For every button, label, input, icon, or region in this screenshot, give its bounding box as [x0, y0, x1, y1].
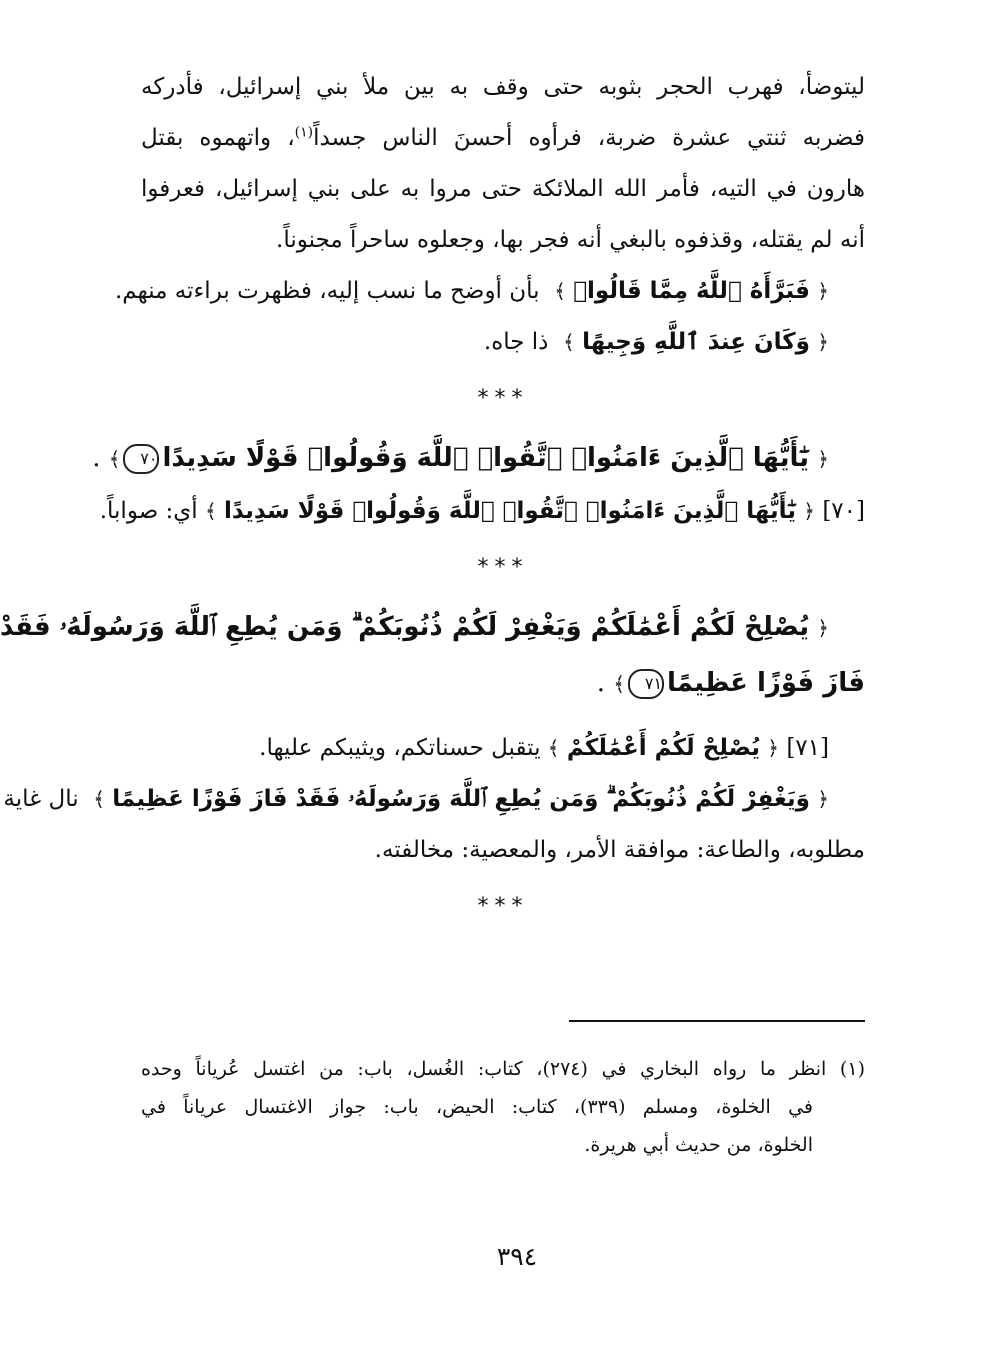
commentary-line [141, 317, 865, 368]
page-number: ٣٩٤ [496, 1242, 538, 1271]
footnote-reference[interactable]: (١) [294, 124, 314, 141]
commentary-line [3, 774, 865, 825]
quran-quote: وَيَغْفِرْ لَكُمْ ذُنُوبَكُمْ ۗ وَمَن يُطِعِ ٱللَّهَ وَرَسُولَهُۥ فَقَدْ فَازَ فَوْزًا عَظِيمًا [112, 786, 810, 812]
verse-number: [٧٠] [822, 498, 865, 524]
commentary-line [99, 486, 865, 537]
close-ornament-icon: ﴾ [93, 787, 105, 811]
text-line: ليتوضأ، فهرب الحجر بثوبه حتى وقف به بين ملأ بني إسرائيل، فأدركه [141, 74, 865, 100]
ayah-number-icon: ٧١ [628, 669, 664, 699]
close-ornament-icon: ﴾ [108, 447, 121, 471]
quran-quote: يَٰٓأَيُّهَا ٱلَّذِينَ ءَامَنُوا۟ ٱتَّقُوا۟ ٱللَّهَ وَقُولُوا۟ قَوْلًا سَدِيدًا [224, 498, 796, 524]
commentary-text: يتقبل حسناتكم، ويثيبكم عليها. [259, 735, 541, 761]
commentary-text: نال غاية [3, 786, 79, 812]
footnote-line: الخلوة، من حديث أبي هريرة. [584, 1134, 813, 1156]
quran-quote: فَبَرَّأَهُ ٱللَّهُ مِمَّا قَالُوا۟ [573, 278, 810, 304]
open-ornament-icon: ﴿ [817, 787, 829, 811]
text-segment: ، واتهموه بقتل [141, 125, 295, 151]
text-line: أنه لم يقتله، وقذفوه بالبغي أنه فجر بها، وجعلوه ساحراً مجنوناً. [276, 227, 865, 253]
commentary-text: أي: صواباً. [99, 498, 198, 524]
quran-quote: يُصْلِحْ لَكُمْ أَعْمَٰلَكُمْ [566, 735, 760, 761]
commentary-line [141, 723, 865, 774]
footnotes [141, 1050, 865, 1164]
open-ornament-icon: ﴿ [803, 499, 815, 523]
open-ornament-icon: ﴿ [817, 279, 829, 303]
section-separator: *** [477, 894, 529, 919]
open-ornament-icon: ﴿ [817, 330, 829, 354]
section-separator: *** [477, 386, 529, 411]
text-line: مطلوبه، والطاعة: موافقة الأمر، والمعصية: مخالفته. [374, 837, 865, 863]
close-ornament-icon: ﴾ [554, 279, 566, 303]
page-body [0, 62, 866, 938]
close-ornament-icon: ﴾ [613, 672, 626, 696]
commentary-text: بأن أوضح ما نسب إليه، فظهرت براءته منهم. [114, 278, 540, 304]
quran-verse: فَازَ فَوْزًا عَظِيمًا [667, 668, 865, 698]
verse-line: فَازَ فَوْزًا عَظِيمًا٧١﴾ . [596, 668, 865, 698]
footnote-line: في الخلوة، ومسلم (٣٣٩)، كتاب: الحيض، باب: جواز الاغتسال عرياناً في [141, 1096, 813, 1118]
verse-line: ﴿ يَٰٓأَيُّهَا ٱلَّذِينَ ءَامَنُوا۟ ٱتَّقُوا۟ ٱللَّهَ وَقُولُوا۟ قَوْلًا سَدِيدًا٧٠﴾ . [92, 443, 829, 473]
close-ornament-icon: ﴾ [547, 736, 560, 760]
open-ornament-icon: ﴿ [767, 736, 779, 760]
commentary-text: ذا جاه. [483, 329, 549, 355]
section-separator: *** [477, 555, 529, 580]
text-line [141, 113, 865, 164]
footnote-divider [569, 1020, 865, 1022]
commentary-line [114, 266, 865, 317]
quran-verse: يَٰٓأَيُّهَا ٱلَّذِينَ ءَامَنُوا۟ ٱتَّقُوا۟ ٱللَّهَ وَقُولُوا۟ قَوْلًا سَدِيدًا [162, 443, 810, 473]
close-ornament-icon: ﴾ [563, 330, 575, 354]
text-segment: فضربه ثنتي عشرة ضربة، فرأوه أحسنَ الناس جسداً [313, 125, 866, 151]
ayah-number-icon: ٧٠ [123, 444, 159, 474]
close-ornament-icon: ﴾ [205, 499, 217, 523]
text-line: هارون في التيه، فأمر الله الملائكة حتى مروا به على بني إسرائيل، فعرفوا [141, 176, 865, 202]
verse-number: [٧١] [786, 735, 829, 761]
open-ornament-icon: ﴿ [817, 447, 829, 471]
verse-line [0, 599, 865, 655]
footnote-line: (١) انظر ما رواه البخاري في (٢٧٤)، كتاب: الغُسل، باب: من اغتسل عُرياناً وحده [141, 1058, 865, 1080]
quran-quote: وَكَانَ عِندَ ٱللَّهِ وَجِيهًا [582, 329, 810, 355]
open-ornament-icon: ﴿ [817, 616, 829, 640]
quran-verse: يُصْلِحْ لَكُمْ أَعْمَٰلَكُمْ وَيَغْفِرْ لَكُمْ ذُنُوبَكُمْ ۗ وَمَن يُطِعِ ٱللَّهَ وَرَسُولَهُۥ فَقَدْ [0, 612, 810, 642]
